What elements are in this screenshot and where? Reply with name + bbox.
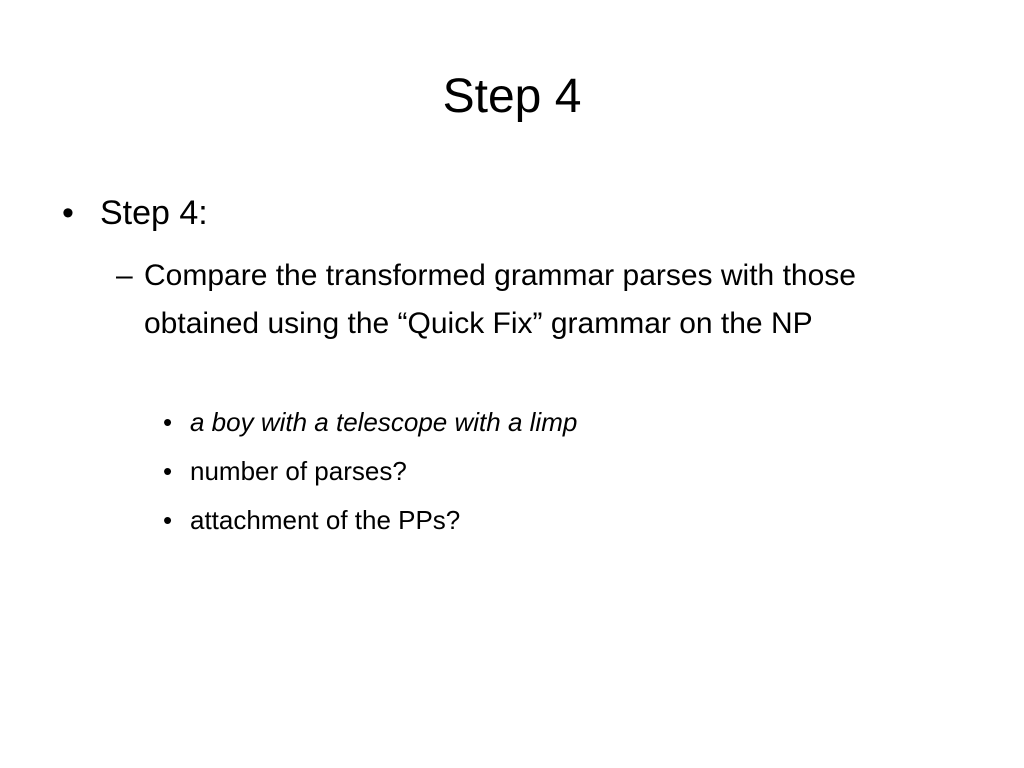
slide-title: Step 4: [442, 70, 582, 123]
question-number-of-parses: number of parses?: [190, 456, 407, 486]
bullet-icon: •: [62, 194, 74, 232]
dash-icon: –: [116, 259, 133, 292]
bullet-icon: •: [163, 456, 173, 486]
bullet-icon: •: [163, 505, 173, 535]
question-attachment: attachment of the PPs?: [190, 505, 461, 535]
sub-bullet-text: Compare the transformed grammar parses with those obtained using the “Quick Fix” grammar on the NP: [144, 259, 856, 340]
bullet-text: Step 4:: [100, 194, 208, 232]
bullet-icon: •: [163, 407, 173, 437]
example-phrase: a boy with a telescope with a limp: [190, 407, 578, 437]
